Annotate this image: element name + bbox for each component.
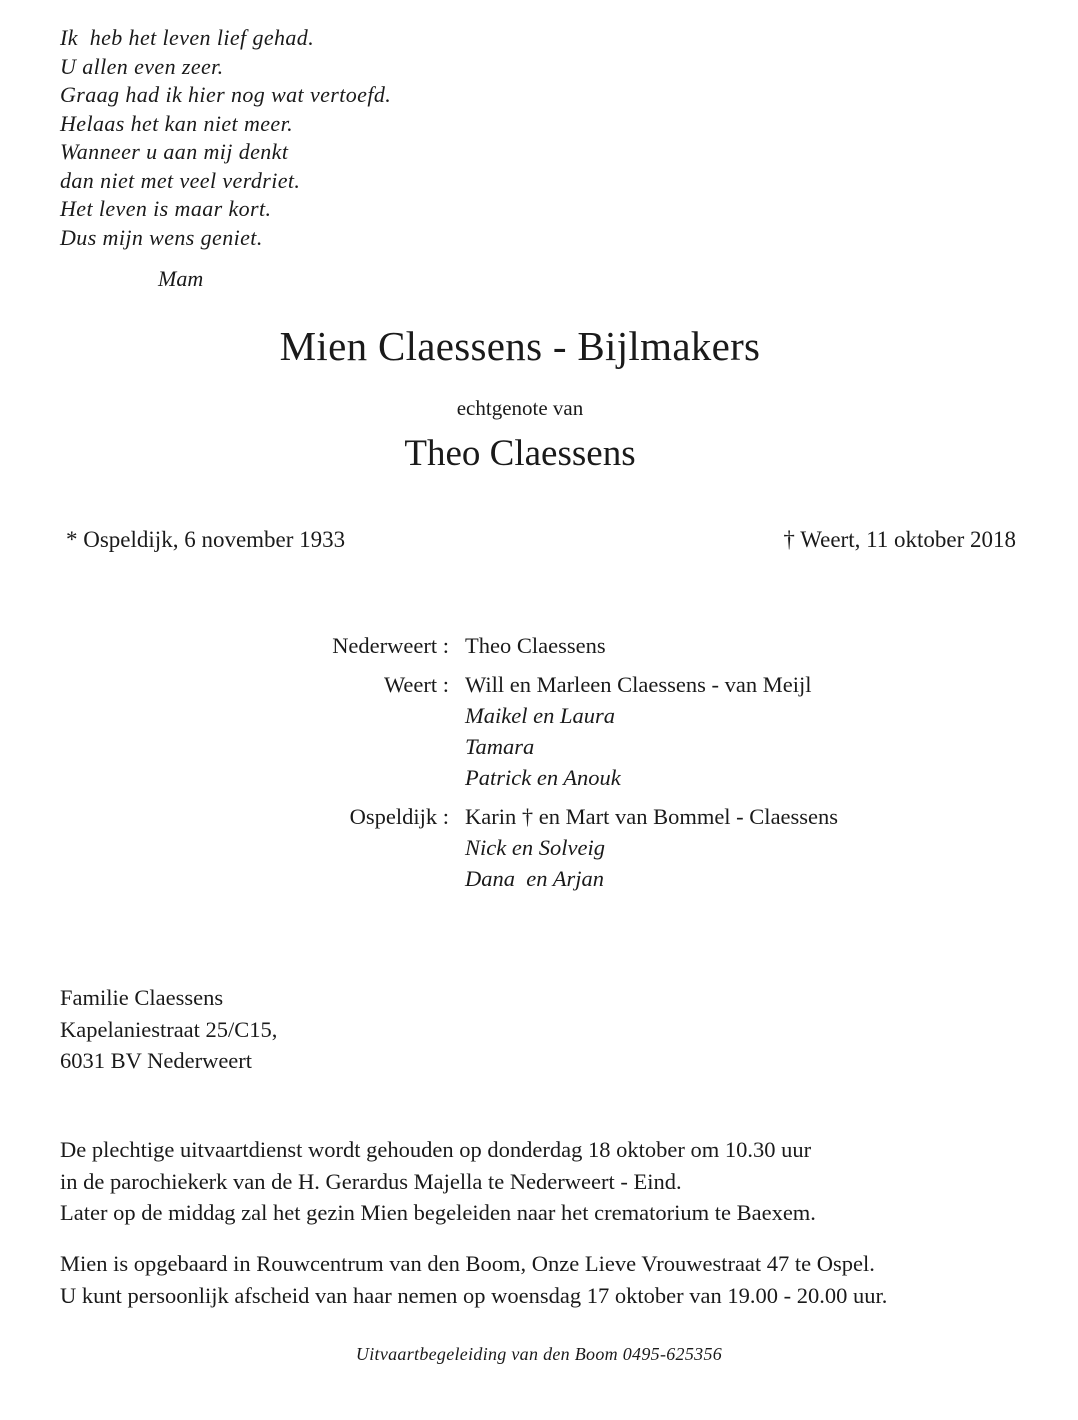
poem-line: dan niet met veel verdriet.: [60, 167, 301, 193]
family-member: Theo Claessens: [465, 632, 606, 658]
family-member: Dana en Arjan: [465, 865, 604, 891]
birth-info: * Ospeldijk, 6 november 1933: [66, 527, 346, 552]
family-row: [0, 762, 1078, 793]
poem-line: U allen even zeer.: [60, 53, 224, 79]
family-row: [0, 832, 1078, 863]
poem-line: Helaas het kan niet meer.: [60, 110, 293, 136]
notice-line: Mien is opgebaard in Rouwcentrum van den Boom, Onze Lieve Vrouwestraat 47 te Ospel.: [60, 1251, 875, 1276]
family-place: Ospeldijk :: [349, 803, 449, 829]
family-place: Weert :: [383, 671, 449, 697]
family-member: Tamara: [465, 733, 535, 759]
spouse-name: Theo Claessens: [404, 433, 636, 474]
address-line: Kapelaniestraat 25/C15,: [60, 1016, 278, 1042]
poem-line: Ik heb het leven lief gehad.: [60, 25, 315, 50]
poem: [60, 24, 391, 252]
deceased-name: Mien Claessens - Bijlmakers: [279, 323, 761, 369]
family-address: [60, 982, 277, 1077]
notice-line: U kunt persoonlijk afscheid van haar nemen op woensdag 17 oktober van 19.00 - 20.00 uur.: [60, 1282, 888, 1308]
family-group: [0, 669, 1078, 793]
family-member: Will en Marleen Claessens - van Meijl: [465, 671, 812, 697]
family-member: Karin † en Mart van Bommel - Claessens: [465, 803, 839, 829]
family-row: [0, 630, 1078, 661]
poem-line: Het leven is maar kort.: [60, 196, 272, 221]
family-group: [0, 630, 1078, 661]
family-place: Nederweert :: [332, 632, 449, 658]
poem-line: Wanneer u aan mij denkt: [60, 139, 289, 164]
address-line: Familie Claessens: [60, 985, 224, 1010]
notice-line: De plechtige uitvaartdienst wordt gehouden op donderdag 18 oktober om 10.30 uur: [60, 1137, 812, 1162]
service-notice: [60, 1134, 816, 1229]
family-member: Patrick en Anouk: [465, 764, 621, 790]
poem-line: Graag had ik hier nog wat vertoefd.: [60, 82, 392, 107]
address-line: 6031 BV Nederweert: [60, 1048, 253, 1073]
poem-signature: Mam: [158, 266, 204, 291]
death-info: † Weert, 11 oktober 2018: [783, 527, 1016, 552]
family-list: [0, 630, 1078, 902]
funeral-director-footer: Uitvaartbegeleiding van den Boom 0495-625356: [355, 1344, 723, 1364]
poem-line: Dus mijn wens geniet.: [60, 224, 263, 250]
notice-line: Later op de middag zal het gezin Mien begeleiden naar het crematorium te Baexem.: [60, 1200, 816, 1225]
viewing-notice: [60, 1248, 887, 1311]
family-row: [0, 700, 1078, 731]
family-member: Maikel en Laura: [465, 702, 615, 728]
relation-label: echtgenote van: [456, 396, 584, 420]
family-row: [0, 731, 1078, 762]
family-row: [0, 669, 1078, 700]
family-row: [0, 801, 1078, 832]
family-row: [0, 863, 1078, 894]
family-group: [0, 801, 1078, 894]
notice-line: in de parochiekerk van de H. Gerardus Majella te Nederweert - Eind.: [60, 1168, 682, 1194]
family-member: Nick en Solveig: [465, 834, 605, 860]
